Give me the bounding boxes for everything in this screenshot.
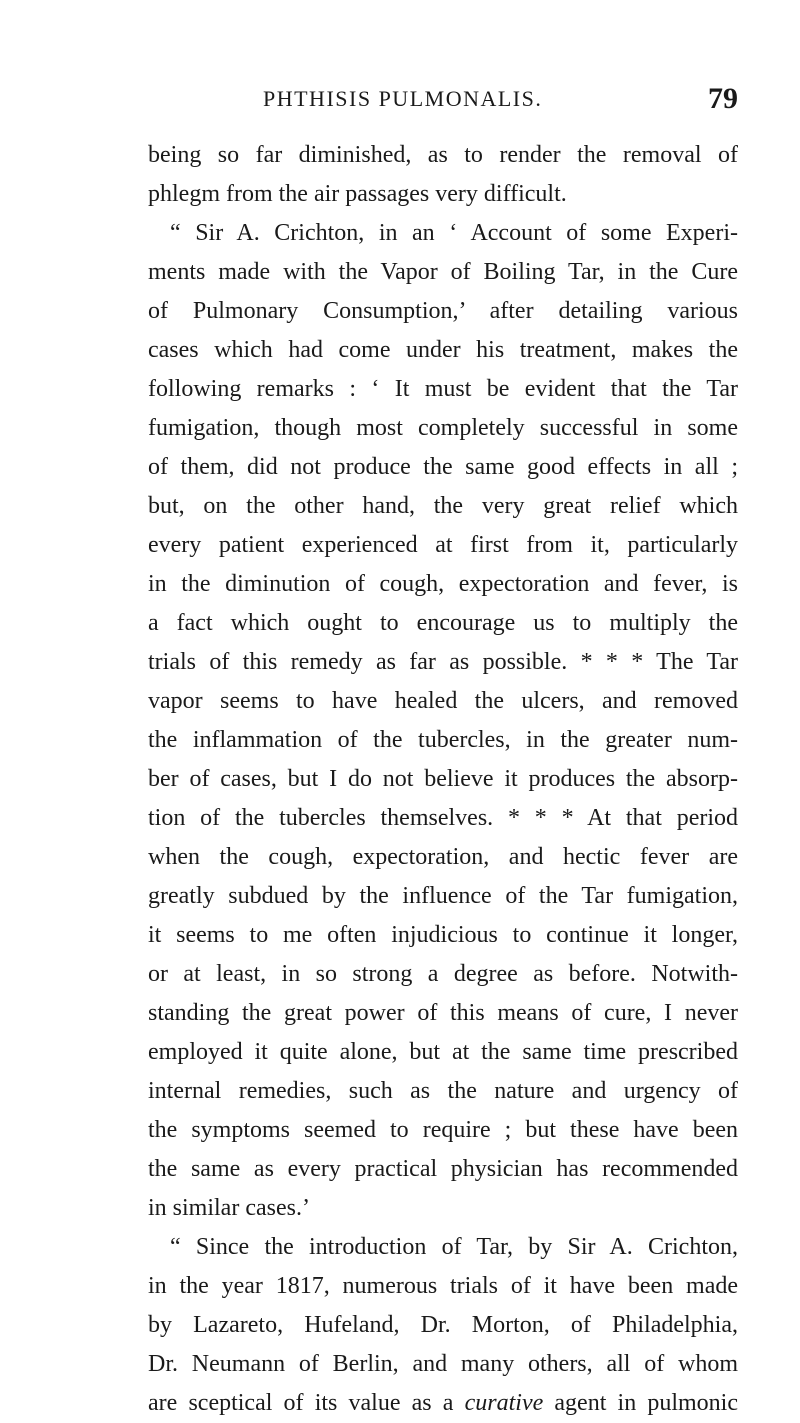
text-line: employed it quite alone, but at the same time prescribed bbox=[148, 1039, 738, 1065]
text-line: tion of the tubercles themselves. * * * At that period bbox=[148, 805, 738, 831]
text-line: but, on the other hand, the very great relief which bbox=[148, 493, 738, 519]
italic-word: curative bbox=[464, 1390, 544, 1416]
text-line: the symptoms seemed to require ; but these have been bbox=[148, 1117, 738, 1143]
text-line: following remarks : ‘ It must be evident that the Tar bbox=[148, 376, 738, 402]
text-fragment: agent in pulmonic bbox=[554, 1390, 739, 1416]
text-line: standing the great power of this means of cure, I never bbox=[148, 1000, 738, 1026]
text-line: vapor seems to have healed the ulcers, and removed bbox=[148, 688, 738, 714]
text-line: when the cough, expectoration, and hectic fever are bbox=[148, 844, 738, 870]
body-text bbox=[148, 136, 738, 1423]
text-line: trials of this remedy as far as possible. * * * The Tar bbox=[148, 649, 738, 675]
text-line: fumigation, though most completely successful in some bbox=[148, 415, 738, 441]
text-line: of Pulmonary Consumption,’ after detailing various bbox=[148, 298, 738, 324]
text-fragment: are sceptical of its value as a bbox=[148, 1390, 454, 1416]
text-line: in the diminution of cough, expectoration and fever, is bbox=[148, 571, 738, 597]
text-line: phlegm from the air passages very difficult. bbox=[148, 181, 567, 207]
text-line: being so far diminished, as to render the removal of bbox=[148, 142, 738, 168]
text-line: “ Since the introduction of Tar, by Sir A. Crichton, bbox=[170, 1234, 738, 1260]
text-line: or at least, in so strong a degree as before. Notwith- bbox=[148, 961, 738, 987]
text-line: ments made with the Vapor of Boiling Tar, in the Cure bbox=[148, 259, 738, 285]
running-title: PHTHISIS PULMONALIS. bbox=[263, 86, 543, 111]
text-line: it seems to me often injudicious to continue it longer, bbox=[148, 922, 738, 948]
text-line: in similar cases.’ bbox=[148, 1195, 310, 1221]
page-number: 79 bbox=[708, 82, 738, 115]
text-line: a fact which ought to encourage us to multiply the bbox=[148, 610, 738, 636]
text-line: cases which had come under his treatment, makes the bbox=[148, 337, 738, 363]
text-line-last bbox=[148, 1384, 738, 1423]
text-line: greatly subdued by the influence of the Tar fumigation, bbox=[148, 883, 738, 909]
text-line: in the year 1817, numerous trials of it have been made bbox=[148, 1273, 738, 1299]
text-line: every patient experienced at first from it, particularly bbox=[148, 532, 738, 558]
text-line: internal remedies, such as the nature and urgency of bbox=[148, 1078, 738, 1104]
text-line: ber of cases, but I do not believe it produces the absorp- bbox=[148, 766, 738, 792]
text-line: the inflammation of the tubercles, in the greater num- bbox=[148, 727, 738, 753]
text-line: by Lazareto, Hufeland, Dr. Morton, of Philadelphia, bbox=[148, 1312, 738, 1338]
text-line: of them, did not produce the same good effects in all ; bbox=[148, 454, 738, 480]
running-head bbox=[148, 82, 738, 116]
text-line: Dr. Neumann of Berlin, and many others, all of whom bbox=[148, 1351, 738, 1377]
text-line: “ Sir A. Crichton, in an ‘ Account of some Experi- bbox=[170, 220, 738, 246]
text-line: the same as every practical physician has recommended bbox=[148, 1156, 738, 1182]
